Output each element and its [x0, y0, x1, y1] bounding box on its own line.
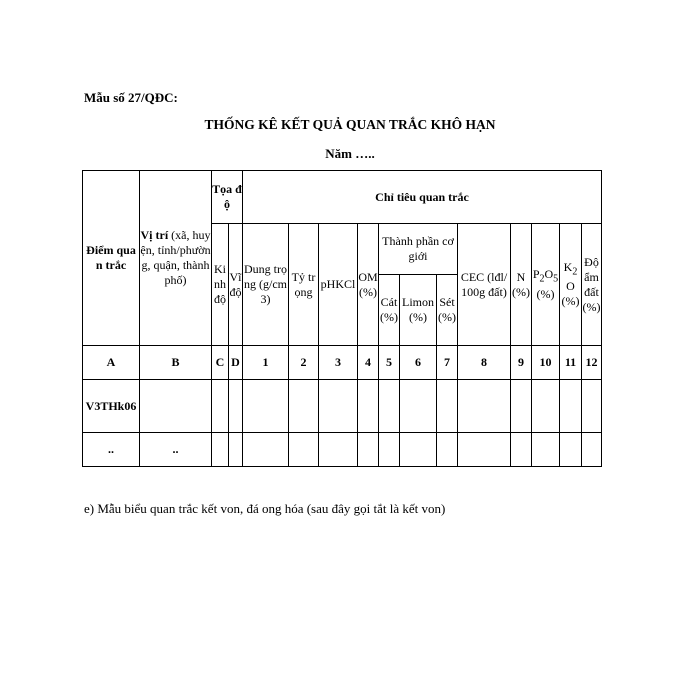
header-silt: Limon (%) — [400, 275, 437, 346]
table-cell — [358, 380, 379, 433]
code-cell: 8 — [458, 346, 511, 380]
header-moisture: Độ ẩm đất (%) — [582, 224, 602, 346]
code-row — [83, 346, 602, 380]
table-cell — [458, 433, 511, 467]
header-latitude: Vĩ độ — [229, 224, 243, 346]
code-cell: 7 — [437, 346, 458, 380]
code-cell: C — [212, 346, 229, 380]
table-cell — [560, 433, 582, 467]
table-cell — [289, 380, 319, 433]
drought-monitoring-table — [82, 170, 602, 467]
code-cell: 11 — [560, 346, 582, 380]
table-cell — [437, 380, 458, 433]
table-cell: V3THk06 — [83, 380, 140, 433]
code-cell: D — [229, 346, 243, 380]
code-cell: 3 — [319, 346, 358, 380]
table-cell — [379, 380, 400, 433]
table-row — [83, 380, 602, 433]
code-cell: 12 — [582, 346, 602, 380]
header-cec: CEC (lđl/100g đất) — [458, 224, 511, 346]
form-number: Mẫu số 27/QĐC: — [84, 90, 178, 105]
header-p2o5-sub1: 2 — [539, 273, 545, 285]
header-p2o5-base: P — [532, 267, 540, 282]
table-cell — [212, 380, 229, 433]
table-cell — [400, 380, 437, 433]
header-k2o-unit: (%) — [561, 294, 580, 309]
table-cell — [582, 380, 602, 433]
code-cell: B — [140, 346, 212, 380]
table-cell — [319, 380, 358, 433]
year-line: Năm ….. — [325, 146, 375, 161]
table-cell — [458, 380, 511, 433]
code-cell: 10 — [532, 346, 560, 380]
table-cell — [582, 433, 602, 467]
header-indicators: Chỉ tiêu quan trắc — [243, 171, 602, 224]
table-cell — [437, 433, 458, 467]
code-cell: 1 — [243, 346, 289, 380]
header-point: Điểm quan trắc — [83, 171, 140, 346]
header-location-bold: Vị trí — [140, 228, 169, 242]
header-p2o5-sub2: 5 — [553, 273, 559, 285]
table-cell — [243, 433, 289, 467]
table-cell — [511, 380, 532, 433]
code-cell: A — [83, 346, 140, 380]
header-mechanical: Thành phần cơ giới — [379, 224, 458, 275]
header-p2o5 — [532, 224, 560, 346]
table-cell — [560, 380, 582, 433]
code-cell: 4 — [358, 346, 379, 380]
section-e-heading: e) Mẫu biểu quan trắc kết von, đá ong hóa (sau đây gọi tắt là kết von) — [84, 501, 446, 516]
table-cell — [379, 433, 400, 467]
table-cell — [511, 433, 532, 467]
table-cell — [229, 433, 243, 467]
header-phkcl: pHKCl — [319, 224, 358, 346]
header-om: OM (%) — [358, 224, 379, 346]
table-row — [83, 433, 602, 467]
header-k2o-base: K — [563, 259, 573, 274]
header-location — [140, 171, 212, 346]
header-coordinates: Tọa độ — [212, 171, 243, 224]
table-cell: .. — [140, 433, 212, 467]
table-cell — [532, 380, 560, 433]
header-bulk-density: Dung trọng (g/cm3) — [243, 224, 289, 346]
table-cell — [358, 433, 379, 467]
header-sand: Cát (%) — [379, 275, 400, 346]
table-cell — [400, 433, 437, 467]
header-p2o5-o: O — [544, 267, 554, 282]
header-specific-gravity: Tỷ trọng — [289, 224, 319, 346]
header-location-rest: (xã, huyện, tỉnh/phường, quận, thành phố) — [140, 228, 211, 287]
header-clay: Sét (%) — [437, 275, 458, 346]
table-cell — [319, 433, 358, 467]
header-k2o-sub: 2 — [572, 266, 578, 278]
table-cell — [212, 433, 229, 467]
table-cell — [229, 380, 243, 433]
header-k2o — [560, 224, 582, 346]
code-cell: 2 — [289, 346, 319, 380]
header-k2o-o: O — [566, 279, 575, 294]
header-p2o5-unit: (%) — [536, 286, 555, 301]
table-cell — [289, 433, 319, 467]
table-cell — [140, 380, 212, 433]
table-cell — [532, 433, 560, 467]
header-longitude: Kinh độ — [212, 224, 229, 346]
code-cell: 9 — [511, 346, 532, 380]
header-n: N (%) — [511, 224, 532, 346]
code-cell: 6 — [400, 346, 437, 380]
code-cell: 5 — [379, 346, 400, 380]
table-cell: .. — [83, 433, 140, 467]
document-title: THỐNG KÊ KẾT QUẢ QUAN TRẮC KHÔ HẠN — [204, 117, 496, 132]
header-row-1 — [83, 171, 602, 224]
table-cell — [243, 380, 289, 433]
